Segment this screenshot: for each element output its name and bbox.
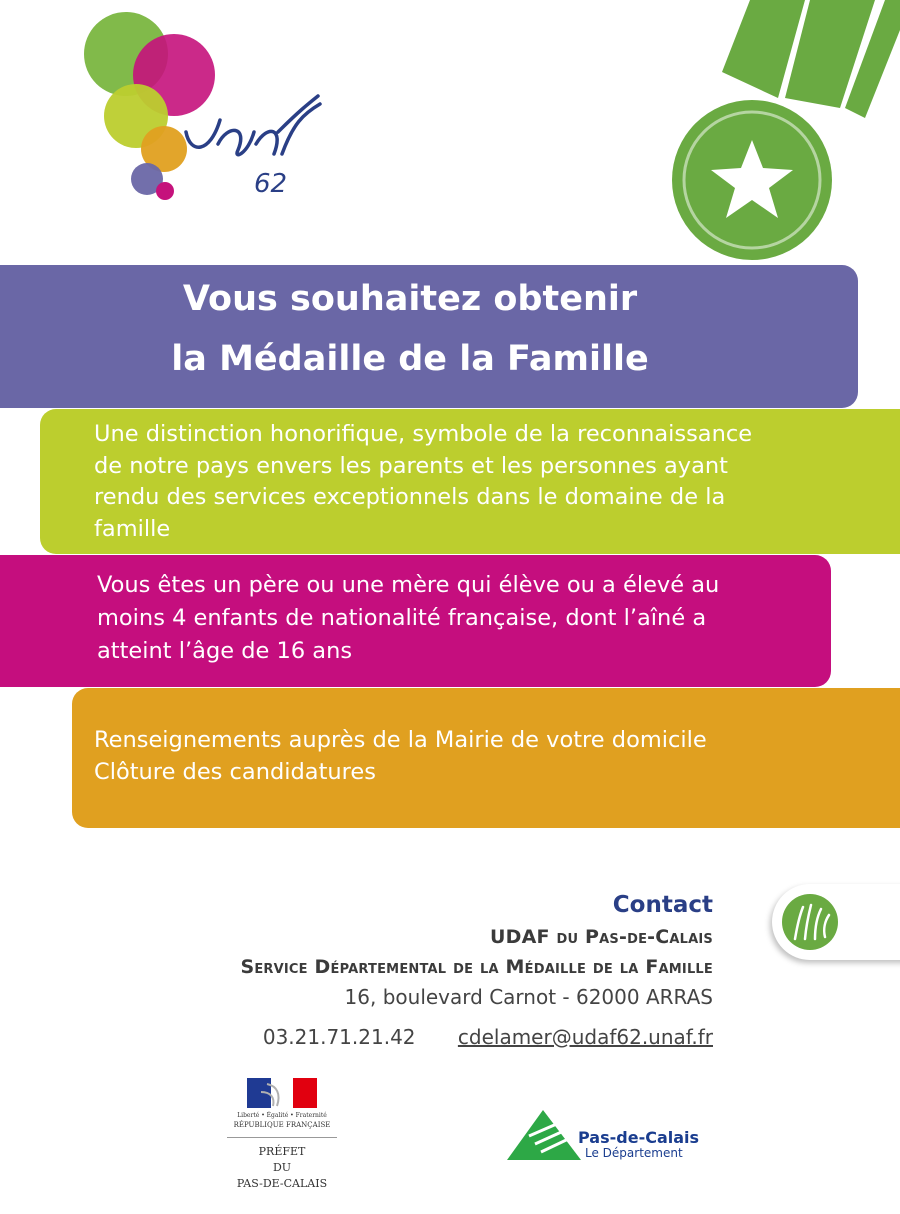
side-tab: [772, 884, 900, 960]
pas-de-calais-name: Pas-de-Calais: [578, 1128, 700, 1147]
title-line-2: la Médaille de la Famille: [171, 339, 649, 379]
contact-block: [73, 888, 713, 1052]
contact-phone[interactable]: 03.21.71.21.42: [262, 1025, 416, 1049]
prefecture-republic: RÉPUBLIQUE FRANÇAISE: [233, 1121, 331, 1129]
family-icon: [775, 887, 845, 957]
eligibility-description: [0, 555, 831, 687]
magenta-line-1: Vous êtes un père ou une mère qui élève ou a élevé au: [97, 572, 720, 598]
prefecture-motto: Liberté • Égalité • Fraternité: [237, 1112, 327, 1119]
contact-organization: UDAF du Pas-de-Calais: [489, 926, 713, 948]
prefecture-divider: [227, 1137, 337, 1138]
information-block: [72, 688, 900, 828]
prefecture-line-1: PRÉFET: [258, 1145, 306, 1158]
udaf-62-logo: [78, 4, 328, 204]
contact-heading: Contact: [612, 892, 713, 918]
contact-email-link[interactable]: cdelamer@udaf62.unaf.fr: [457, 1025, 713, 1049]
pas-de-calais-subtitle: Le Département: [585, 1146, 683, 1160]
magenta-line-3: atteint l’âge de 16 ans: [97, 638, 353, 664]
prefecture-line-3: PAS-DE-CALAIS: [236, 1177, 328, 1190]
contact-address: 16, boulevard Carnot - 62000 ARRAS: [344, 985, 713, 1009]
green-line-1: Une distinction honorifique, symbole de la reconnaissance: [94, 421, 753, 447]
prefecture-line-2: DU: [272, 1161, 292, 1174]
orange-line-2: Clôture des candidatures: [94, 758, 376, 785]
magenta-line-2: moins 4 enfants de nationalité française, dont l’aîné a: [97, 605, 707, 631]
contact-row: [73, 1022, 713, 1052]
title-banner: [0, 265, 858, 408]
distinction-description: [40, 409, 900, 554]
prefecture-logo: [222, 1078, 342, 1208]
medal-icon: [660, 0, 900, 262]
udaf-circles-icon: [78, 4, 328, 204]
medal-illustration: [660, 0, 900, 262]
pas-de-calais-logo: [505, 1108, 705, 1164]
orange-line-1: Renseignements auprès de la Mairie de votre domicile: [94, 727, 707, 753]
contact-service: Service Départemental de la Médaille de la Famille: [240, 956, 713, 978]
udaf-number: 62: [254, 169, 288, 199]
title-line-1: Vous souhaitez obtenir: [182, 279, 638, 319]
green-line-4: famille: [94, 515, 171, 542]
green-line-3: rendu des services exceptionnels dans le domaine de la: [94, 484, 726, 510]
marianne-flag-icon: [237, 1078, 327, 1108]
pas-de-calais-mark-icon: [505, 1108, 585, 1164]
green-line-2: de notre pays envers les parents et les personnes ayant: [94, 452, 728, 479]
